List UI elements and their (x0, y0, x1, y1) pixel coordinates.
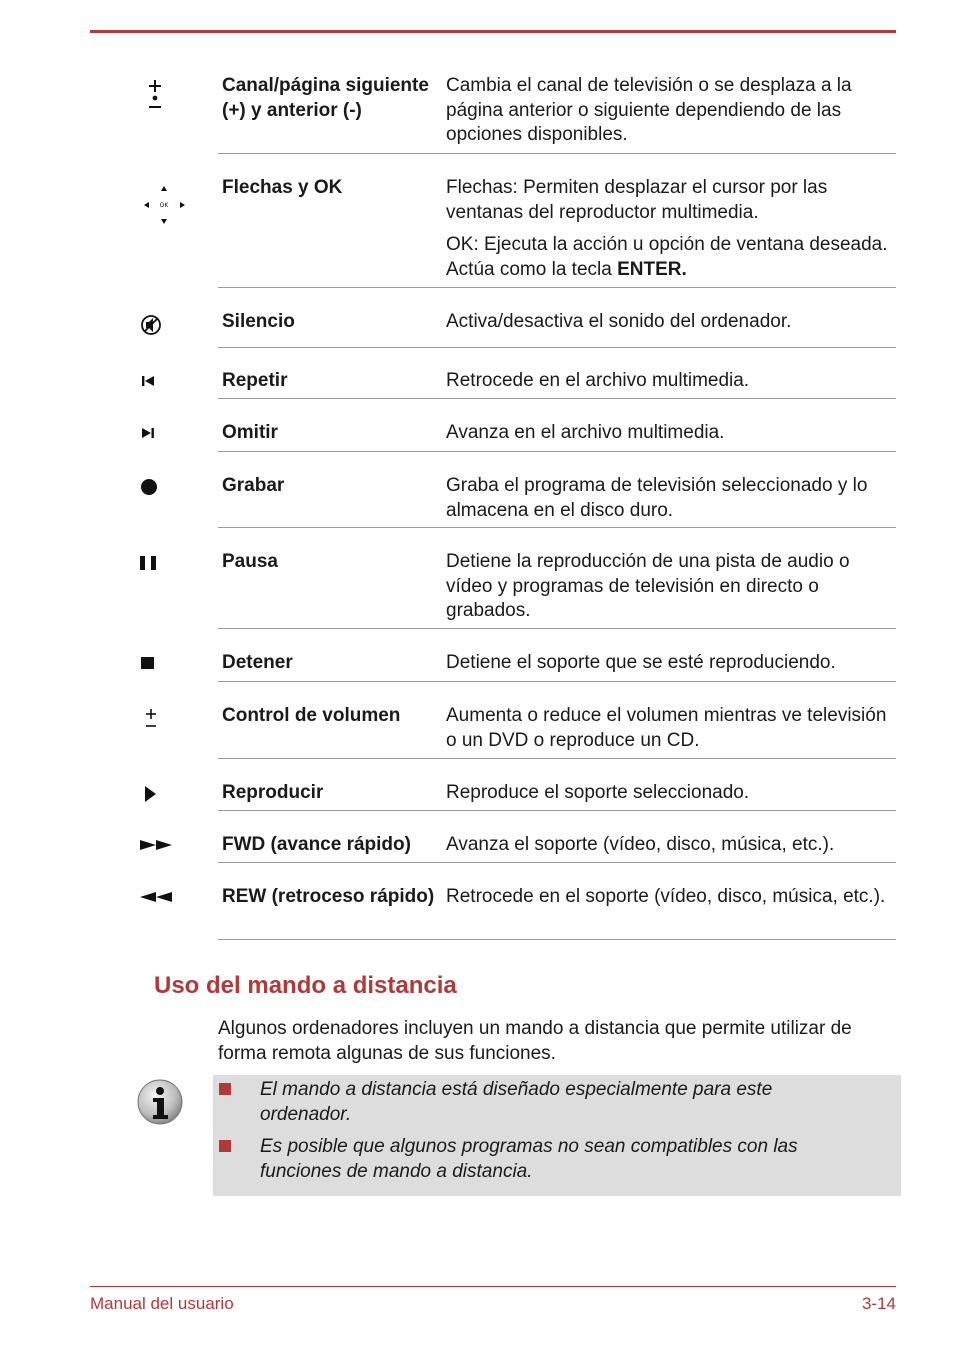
bottom-rule (90, 1286, 896, 1287)
row-name: Control de volumen (222, 705, 401, 726)
row-name: Canal/página siguiente (+) y anterior (-) (222, 75, 429, 121)
row-description: Reproduce el soporte seleccionado. (446, 782, 750, 803)
row-description: Retrocede en el soporte (vídeo, disco, música, etc.). (446, 886, 886, 907)
note-item: El mando a distancia está diseñado especialmente para este ordenador. (260, 1079, 773, 1125)
divider (218, 153, 896, 154)
ok-label: OK (159, 202, 169, 209)
row-name: Reproducir (222, 782, 324, 803)
row-description: Retrocede en el archivo multimedia. (446, 370, 750, 391)
rewind-icon (138, 889, 168, 910)
row-description: Detiene el soporte que se esté reproduciendo. (446, 652, 836, 673)
fast-forward-icon (138, 837, 168, 858)
stop-icon (136, 655, 166, 676)
divider (218, 347, 896, 348)
row-name: Omitir (222, 422, 278, 443)
row-description: Avanza el soporte (vídeo, disco, música, etc.). (446, 834, 835, 855)
next-icon (136, 425, 166, 446)
divider (218, 758, 896, 759)
mute-icon (136, 312, 166, 343)
section-intro: Algunos ordenadores incluyen un mando a distancia que permite utilizar de forma remota algunas de sus funciones. (218, 1018, 852, 1064)
divider (218, 628, 896, 629)
row-name: Detener (222, 652, 293, 673)
footer-title: Manual del usuario (90, 1294, 234, 1313)
top-rule (90, 30, 896, 33)
page-number: 3-14 (861, 1294, 896, 1313)
divider (218, 398, 896, 399)
row-name: REW (retroceso rápido) (222, 886, 435, 907)
play-icon (136, 784, 166, 809)
divider (218, 810, 896, 811)
row-description: Cambia el canal de televisión o se desplaza a la página anterior o siguiente dependiendo de las opciones disponibles. (446, 75, 852, 145)
row-name: Repetir (222, 370, 288, 391)
divider (218, 451, 896, 452)
row-name: Grabar (222, 475, 285, 496)
note-item: Es posible que algunos programas no sean compatibles con las funciones de mando a distancia. (260, 1136, 798, 1182)
bullet-icon (219, 1083, 231, 1095)
previous-icon (136, 373, 166, 394)
note-box (213, 1075, 901, 1196)
row-name: FWD (avance rápido) (222, 834, 411, 855)
bullet-icon (219, 1140, 231, 1152)
record-icon (136, 477, 166, 502)
row-description: Graba el programa de televisión seleccionado y lo almacena en el disco duro. (446, 475, 868, 521)
volume-icon (136, 706, 166, 735)
arrows-ok-icon (140, 182, 170, 231)
row-description: Aumenta o reduce el volumen mientras ve televisión o un DVD o reproduce un CD. (446, 705, 887, 751)
row-name: Pausa (222, 551, 278, 572)
row-description: Avanza en el archivo multimedia. (446, 422, 725, 443)
row-description: Activa/desactiva el sonido del ordenador. (446, 311, 792, 332)
divider (218, 862, 896, 863)
divider (218, 287, 896, 288)
row-description: Detiene la reproducción de una pista de audio o vídeo y programas de televisión en directo o grabados. (446, 551, 850, 621)
section-title: Uso del mando a distancia (154, 972, 457, 999)
divider (218, 939, 896, 940)
row-name: Flechas y OK (222, 177, 343, 198)
pause-icon (136, 554, 166, 577)
row-description: Flechas: Permiten desplazar el cursor por las ventanas del reproductor multimedia. OK: Ejecuta la acción u opción de ventana deseada. Actúa como la tecla ENTER. (446, 177, 888, 280)
divider (218, 527, 896, 528)
divider (218, 681, 896, 682)
info-icon (136, 1078, 186, 1128)
channel-page-icon (136, 78, 166, 115)
row-name: Silencio (222, 311, 295, 332)
